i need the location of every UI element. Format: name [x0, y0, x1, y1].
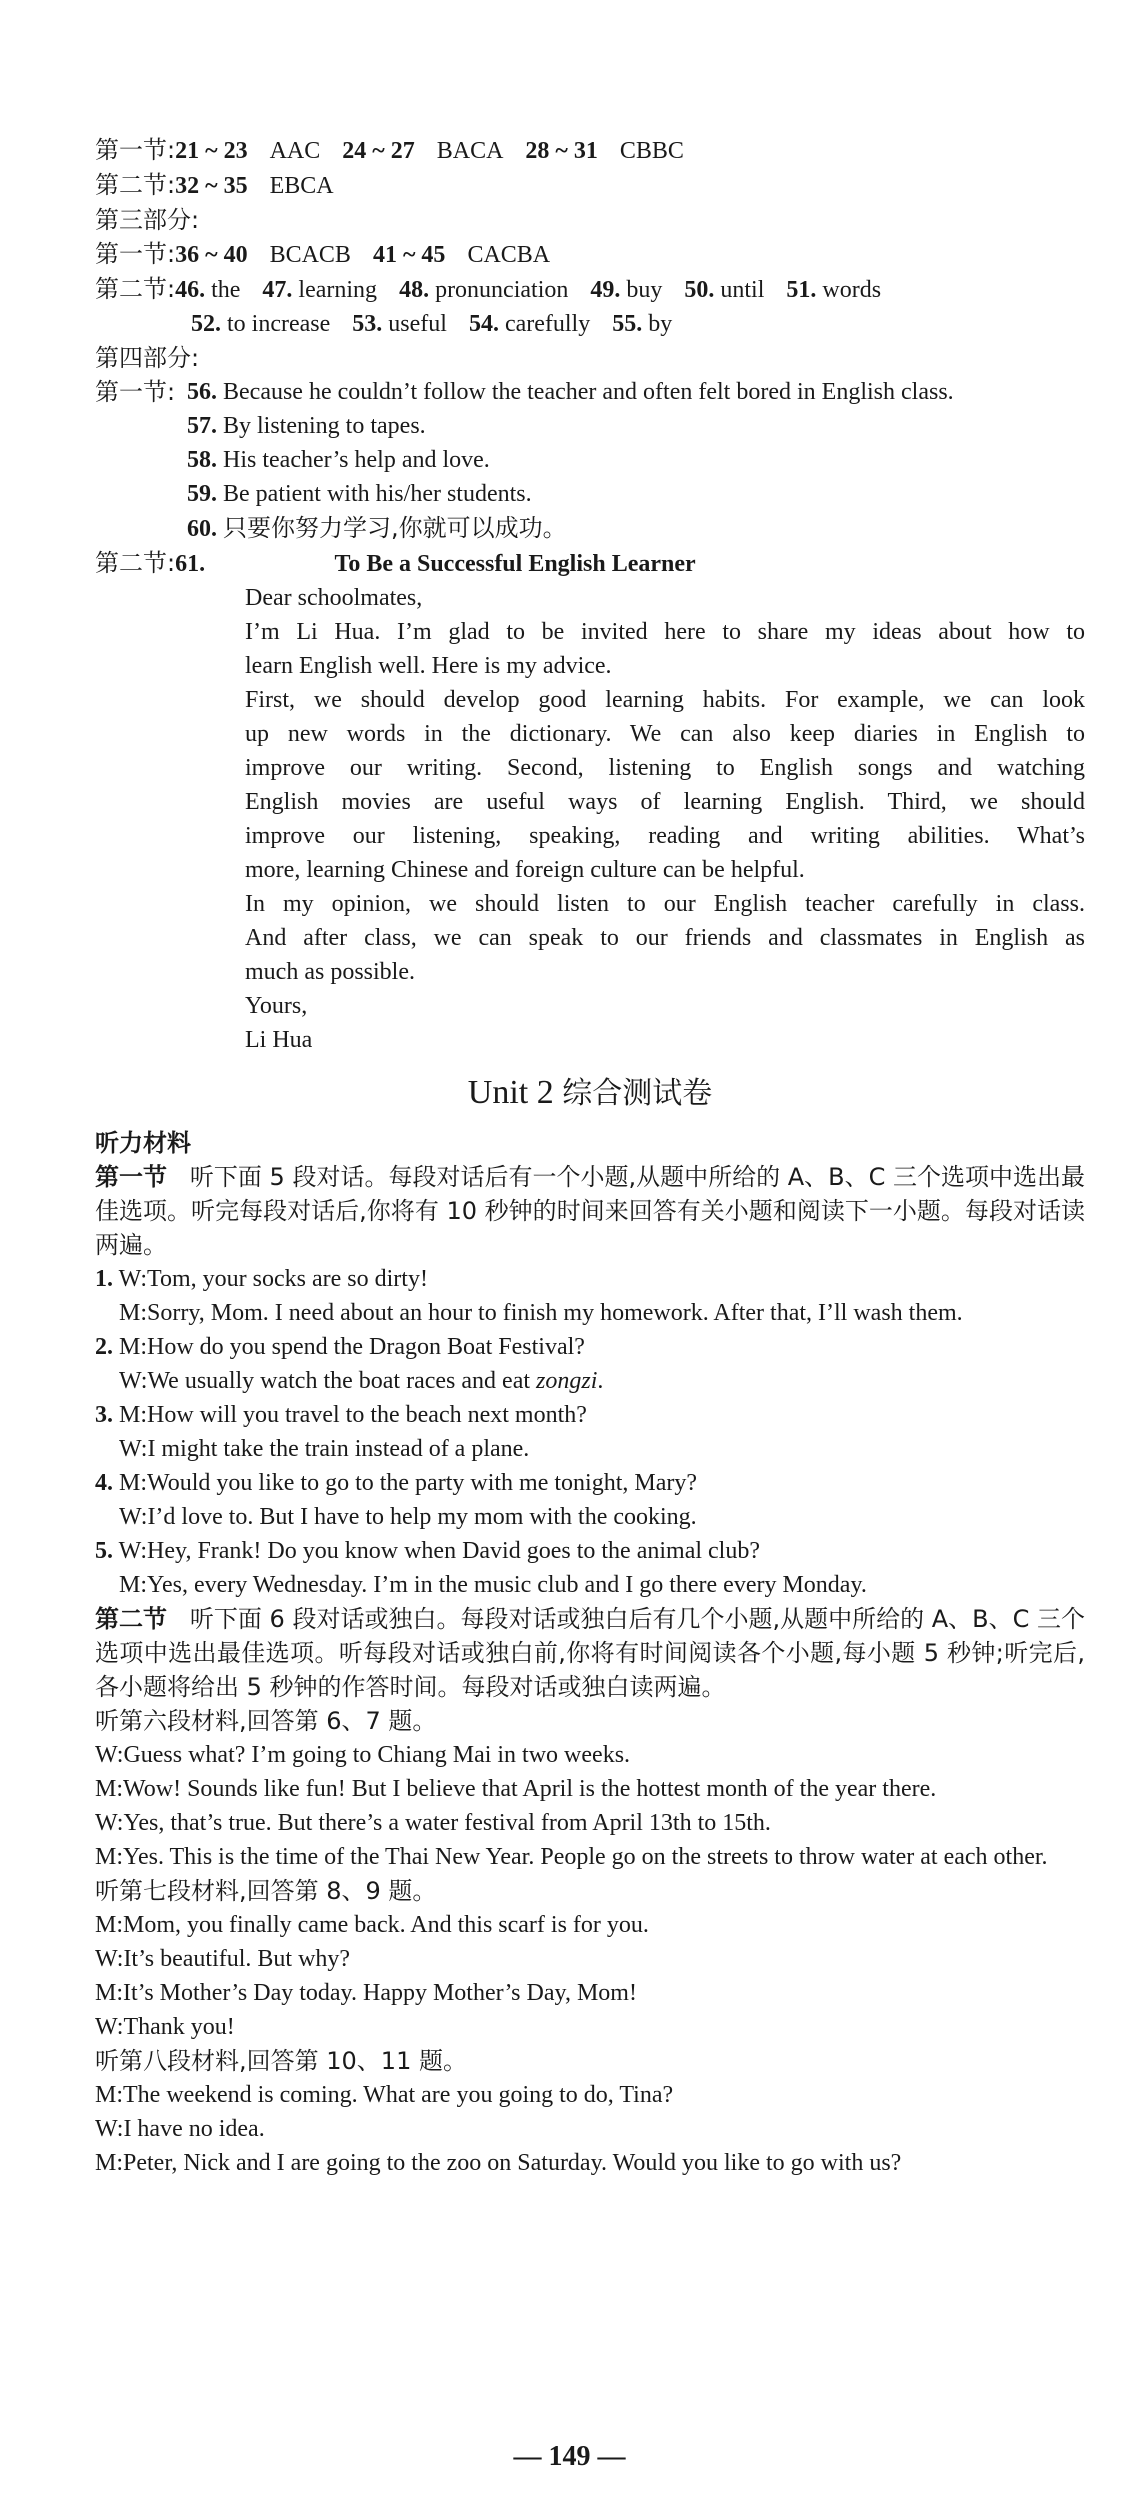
item-number: 51. [786, 277, 817, 303]
essay-line: much as possible. [245, 959, 415, 985]
dialogue-text: Mom, you finally came back. And this scarf is for you. [123, 1912, 649, 1938]
range-label: 28 ~ 31 [525, 138, 598, 164]
item-answer: to increase [227, 311, 331, 337]
item-number: 53. [352, 311, 383, 337]
item-number: 57. [187, 413, 217, 439]
dialogue-text: Yes, every Wednesday. I’m in the music club and I go there every Monday. [147, 1572, 867, 1598]
range-label: 32 ~ 35 [175, 173, 248, 199]
essay-heading-line [95, 546, 1085, 581]
question-number: 3. [95, 1402, 113, 1428]
essay-body [95, 581, 1085, 1057]
question-number: 5. [95, 1538, 113, 1564]
speaker-label: M: [95, 1912, 124, 1938]
speaker-label: W: [119, 1368, 148, 1394]
dialogue-text: Would you like to go to the party with me tonight, Mary? [147, 1470, 697, 1496]
speaker-label: W: [95, 2014, 124, 2040]
item-answer: buy [626, 277, 663, 303]
dialogue-text: The weekend is coming. What are you going to do, Tina? [123, 2082, 674, 2108]
dialogue-text: Wow! Sounds like fun! But I believe that April is the hottest month of the year there. [123, 1776, 937, 1802]
dialogue-text: It’s Mother’s Day today. Happy Mother’s Day, Mom! [123, 1980, 637, 2006]
item-number: 48. [399, 277, 430, 303]
section-label: 第二节: [95, 549, 176, 577]
speaker-label: W: [118, 1538, 148, 1564]
answer-key: CBBC [619, 138, 684, 164]
item-number: 56. [187, 379, 217, 405]
dialogue-2 [95, 1330, 1085, 1398]
answer-key: BACA [436, 138, 504, 164]
part-label: 第三部分: [95, 206, 200, 234]
speaker-label: M: [95, 2150, 124, 2176]
dialogue-text: . [597, 1368, 604, 1394]
speaker-label: W: [95, 1946, 124, 1972]
item-number: 49. [590, 277, 621, 303]
answer-line-p3-s2 [95, 272, 1085, 307]
essay-line: learn English well. Here is my advice. [245, 653, 612, 679]
answer-58 [95, 443, 1085, 477]
answer-key: EBCA [269, 173, 334, 199]
speaker-label: M: [95, 2082, 124, 2108]
answer-line-p2-s2 [95, 168, 1085, 203]
item-answer: 只要你努力学习,你就可以成功。 [223, 514, 567, 542]
item-answer: carefully [504, 311, 591, 337]
answer-key: AAC [269, 138, 321, 164]
section1-instructions [95, 1160, 1085, 1262]
material-heading: 听第八段材料,回答第 10、11 题。 [95, 2047, 467, 2075]
item-number: 59. [187, 481, 217, 507]
speaker-label: W: [119, 1436, 148, 1462]
section-label: 第二节: [95, 171, 176, 199]
item-answer: Because he couldn’t follow the teacher and often felt bored in English class. [223, 379, 954, 405]
section-label: 第二节: [95, 275, 176, 303]
speaker-label: M: [95, 1980, 124, 2006]
dialogue-4 [95, 1466, 1085, 1534]
essay-signature: Li Hua [245, 1027, 313, 1053]
item-number: 55. [612, 311, 643, 337]
item-answer: Be patient with his/her students. [223, 481, 532, 507]
dialogue-3 [95, 1398, 1085, 1466]
item-number: 61. [175, 551, 206, 577]
item-answer: until [720, 277, 765, 303]
item-number: 52. [191, 311, 221, 337]
item-answer: learning [298, 277, 378, 303]
speaker-label: M: [119, 1402, 148, 1428]
essay-line: First, we should develop good learning habits. For example, we can look [245, 687, 1085, 713]
speaker-label: M: [119, 1572, 148, 1598]
answer-line-p3-s1 [95, 237, 1085, 272]
listening-heading: 听力材料 [95, 1129, 191, 1157]
speaker-label: W: [119, 1504, 148, 1530]
dialogue-text: How will you travel to the beach next month? [147, 1402, 587, 1428]
speaker-label: M: [119, 1300, 148, 1326]
item-number: 60. [187, 516, 217, 542]
material-heading: 听第六段材料,回答第 6、7 题。 [95, 1707, 437, 1735]
item-answer: pronunciation [435, 277, 569, 303]
speaker-label: W: [95, 1810, 124, 1836]
answer-line-p3-s2-cont [95, 307, 1085, 341]
item-answer: useful [388, 311, 447, 337]
speaker-label: W: [95, 2116, 124, 2142]
answer-56 [95, 375, 1085, 409]
answer-key: CACBA [467, 242, 551, 268]
dialogue-text: Sorry, Mom. I need about an hour to finish my homework. After that, I’ll wash them. [147, 1300, 963, 1326]
range-label: 21 ~ 23 [175, 138, 248, 164]
dialogue-text: Hey, Frank! Do you know when David goes to the animal club? [147, 1538, 760, 1564]
unit-title [95, 1067, 1085, 1120]
answer-key: BCACB [269, 242, 351, 268]
speaker-label: M: [95, 1776, 124, 1802]
essay-title: To Be a Successful English Learner [334, 551, 696, 577]
dialogue-text: Guess what? I’m going to Chiang Mai in two weeks. [123, 1742, 631, 1768]
dialogue-text: Yes. This is the time of the Thai New Year. People go on the streets to throw water at each other. [123, 1844, 1048, 1870]
item-number: 50. [684, 277, 715, 303]
dialogue-text: I have no idea. [123, 2116, 265, 2142]
essay-closing: Yours, [245, 993, 308, 1019]
unit-title-zh: 综合测试卷 [562, 1076, 713, 1111]
essay-line: improve our listening, speaking, reading and writing abilities. What’s [245, 823, 1085, 849]
dialogue-text: I might take the train instead of a plane. [147, 1436, 530, 1462]
item-number: 54. [468, 311, 499, 337]
section-label: 第一节: [95, 136, 176, 164]
essay-line: And after class, we can speak to our friends and classmates in English as [245, 925, 1085, 951]
speaker-label: M: [95, 1844, 124, 1870]
essay-line: up new words in the dictionary. We can also keep diaries in English to [245, 721, 1085, 747]
page-number: — 149 — [513, 2441, 626, 2472]
question-number: 1. [95, 1266, 113, 1292]
answer-59 [95, 477, 1085, 511]
part-label: 第四部分: [95, 344, 200, 372]
question-number: 4. [95, 1470, 113, 1496]
item-answer: the [211, 277, 241, 303]
essay-line: In my opinion, we should listen to our English teacher carefully in class. [245, 891, 1085, 917]
range-label: 24 ~ 27 [342, 138, 415, 164]
question-number: 2. [95, 1334, 113, 1360]
range-label: 36 ~ 40 [175, 242, 248, 268]
instructions-text: 听下面 5 段对话。每段对话后有一个小题,从题中所给的 A、B、C 三个选项中选出最佳选项。听完每段对话后,你将有 10 秒钟的时间来回答有关小题和阅读下一小题。每段对话读两遍。 [95, 1163, 1085, 1259]
range-label: 41 ~ 45 [372, 242, 446, 268]
item-number: 46. [175, 277, 206, 303]
essay-line: improve our writing. Second, listening to English songs and watching [245, 755, 1085, 781]
speaker-label: M: [119, 1470, 148, 1496]
item-answer: By listening to tapes. [223, 413, 426, 439]
speaker-label: W: [118, 1266, 148, 1292]
dialogue-text: We usually watch the boat races and eat [147, 1368, 537, 1394]
answer-60 [95, 511, 1085, 546]
item-answer: by [648, 311, 673, 337]
dialogue-text: Peter, Nick and I are going to the zoo on Saturday. Would you like to go with us? [123, 2150, 902, 2176]
dialogue-5 [95, 1534, 1085, 1602]
essay-line: more, learning Chinese and foreign culture can be helpful. [245, 857, 805, 883]
dialogue-text: Thank you! [123, 2014, 235, 2040]
dialogue-text: It’s beautiful. But why? [123, 1946, 351, 1972]
essay-line: English movies are useful ways of learning English. Third, we should [245, 789, 1085, 815]
dialogue-text: Tom, your socks are so dirty! [147, 1266, 428, 1292]
answer-line-p2-s1 [95, 133, 1085, 168]
section-label: 第一节 [95, 1163, 168, 1191]
unit-title-en: Unit 2 [467, 1074, 554, 1111]
essay-line: I’m Li Hua. I’m glad to be invited here to share my ideas about how to [245, 619, 1085, 645]
answer-57 [95, 409, 1085, 443]
section2-instructions [95, 1602, 1085, 1704]
material-heading: 听第七段材料,回答第 8、9 题。 [95, 1877, 437, 1905]
section-label: 第一节: [95, 378, 176, 406]
dialogue-text: I’d love to. But I have to help my mom with the cooking. [147, 1504, 697, 1530]
section-label: 第二节 [95, 1605, 168, 1633]
item-number: 47. [262, 277, 293, 303]
dialogue-text: How do you spend the Dragon Boat Festival? [147, 1334, 585, 1360]
essay-greeting: Dear schoolmates, [245, 585, 423, 611]
answer-block-p4-s1 [95, 375, 1085, 409]
section-label: 第一节: [95, 240, 176, 268]
dialogue-emphasis: zongzi [536, 1368, 598, 1394]
item-number: 58. [187, 447, 217, 473]
dialogue-text: Yes, that’s true. But there’s a water festival from April 13th to 15th. [123, 1810, 771, 1836]
speaker-label: M: [119, 1334, 148, 1360]
page-content [95, 133, 1085, 2180]
speaker-label: W: [95, 1742, 124, 1768]
dialogue-1 [95, 1262, 1085, 1330]
instructions-text: 听下面 6 段对话或独白。每段对话或独白后有几个小题,从题中所给的 A、B、C 三个选项中选出最佳选项。听每段对话或独白前,你将有时间阅读各个小题,每小题 5 秒钟;听完后,各小题将给出 5 秒钟的作答时间。每段对话或独白读两遍。 [95, 1605, 1085, 1701]
item-answer: His teacher’s help and love. [223, 447, 490, 473]
item-answer: words [822, 277, 882, 303]
